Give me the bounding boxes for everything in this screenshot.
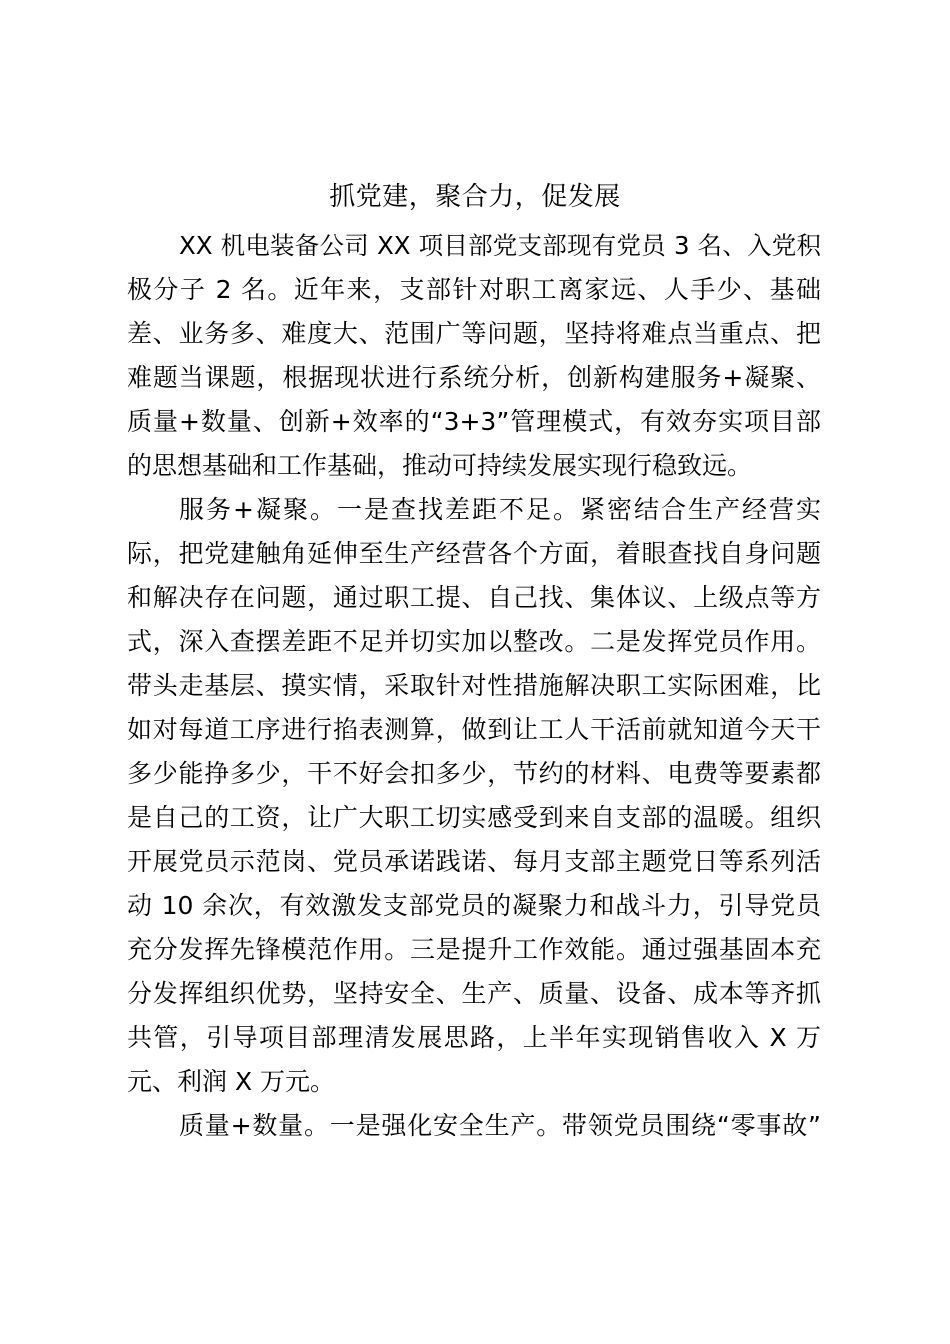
document-title: 抓党建，聚合力，促发展 [329,182,621,212]
paragraph-quality-quantity [127,1104,821,1148]
paragraph-line: 式，深入查摆差距不足并切实加以整改。二是发挥党员作用。 [127,627,821,656]
paragraph-line: 开展党员示范岗、党员承诺践诺、每月支部主题党日等系列活 [127,847,821,876]
paragraph-line: 服务+凝聚。一是查找差距不足。紧密结合生产经营实 [179,495,821,524]
paragraph-line: 分发挥组织优势，坚持安全、生产、质量、设备、成本等齐抓 [127,979,821,1008]
paragraph-line: 际，把党建触角延伸至生产经营各个方面，着眼查找自身问题 [127,539,821,568]
paragraph-line: 极分子 2 名。近年来，支部针对职工离家远、人手少、基础 [127,275,821,304]
paragraph-line: 是自己的工资，让广大职工切实感受到来自支部的温暖。组织 [127,803,821,832]
paragraph-intro [127,224,821,488]
paragraph-line: 难题当课题，根据现状进行系统分析，创新构建服务+凝聚、 [127,363,821,392]
paragraph-line: 带头走基层、摸实情，采取针对性措施解决职工实际困难，比 [127,671,821,700]
paragraph-line: 质量+数量。一是强化安全生产。带领党员围绕“零事故” [179,1111,821,1140]
paragraph-line: 动 10 余次，有效激发支部党员的凝聚力和战斗力，引导党员 [127,891,821,920]
paragraph-service-cohesion [127,488,821,1104]
paragraph-line: 多少能挣多少，干不好会扣多少，节约的材料、电费等要素都 [127,759,821,788]
paragraph-line: XX 机电装备公司 XX 项目部党支部现有党员 3 名、入党积 [179,231,821,260]
paragraph-line: 差、业务多、难度大、范围广等问题，坚持将难点当重点、把 [127,319,821,348]
paragraph-line: 充分发挥先锋模范作用。三是提升工作效能。通过强基固本充 [127,935,821,964]
paragraph-line: 共管，引导项目部理清发展思路，上半年实现销售收入 X 万 [127,1023,821,1052]
paragraph-line: 质量+数量、创新+效率的“3+3”管理模式，有效夯实项目部 [127,407,821,436]
paragraph-line: 的思想基础和工作基础，推动可持续发展实现行稳致远。 [127,451,753,480]
paragraph-line: 元、利润 X 万元。 [127,1067,336,1096]
paragraph-line: 和解决存在问题，通过职工提、自己找、集体议、上级点等方 [127,583,821,612]
document-body [127,224,821,1148]
paragraph-line: 如对每道工序进行掐表测算，做到让工人干活前就知道今天干 [127,715,821,744]
